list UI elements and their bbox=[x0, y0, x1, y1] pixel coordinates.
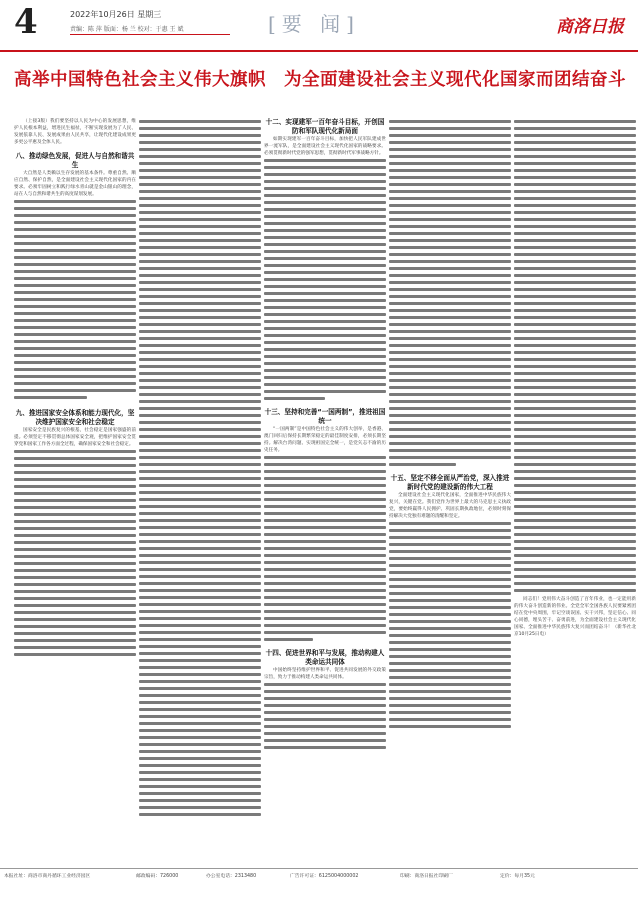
footer-ad-license: 广告许可证：6125004000002 bbox=[290, 874, 359, 879]
subhead-13: 十三、坚持和完善“一国两制”，推进祖国统一 bbox=[264, 408, 386, 425]
column-3 bbox=[264, 118, 386, 856]
footer-office-phone: 办公室电话：2313480 bbox=[206, 874, 257, 879]
text-block bbox=[139, 120, 261, 816]
text-block bbox=[14, 450, 136, 656]
footer-postcode: 邮政编码：726000 bbox=[136, 874, 179, 879]
issue-date: 2022年10月26日 星期三 bbox=[70, 10, 162, 19]
article-lead: （上接3版）我们要坚持以人民为中心的发展思想，维护人民根本利益，增进民生福祉，不断实现发展为了人民、发展依靠人民、发展成果由人民共享，让现代化建设成果更多更公平惠及全体人民。 bbox=[14, 119, 136, 145]
article-para: 全面建设社会主义现代化国家，全面推进中华民族伟大复兴，关键在党。我们党作为世界上最大的马克思主义执政党，要始终赢得人民拥护、巩固长期执政地位，必须时刻保持解决大党独有难题的清醒和坚定。 bbox=[389, 493, 511, 519]
subhead-8: 八、推动绿色发展，促进人与自然和谐共生 bbox=[15, 152, 135, 169]
text-block bbox=[264, 159, 386, 400]
page-number: 4 bbox=[14, 2, 38, 42]
paper-logo: 商洛日报 bbox=[556, 17, 624, 37]
text-block bbox=[389, 120, 511, 466]
text-block bbox=[514, 120, 636, 592]
text-block bbox=[389, 522, 511, 728]
article-para: 中国始终坚持维护世界和平、促进共同发展的外交政策宗旨，致力于推动构建人类命运共同体。 bbox=[264, 668, 386, 680]
article-para: 如期实现建军一百年奋斗目标，加快把人民军队建成世界一流军队，是全面建设社会主义现代化国家的战略要求。必须贯彻新时代党的强军思想，贯彻新时代军事战略方针。 bbox=[264, 137, 386, 156]
subhead-9: 九、推进国家安全体系和能力现代化，坚决维护国家安全和社会稳定 bbox=[15, 409, 135, 426]
section-title: [要 闻] bbox=[268, 12, 360, 36]
column-5 bbox=[514, 118, 636, 856]
masthead bbox=[0, 0, 638, 52]
text-block bbox=[264, 456, 386, 641]
article-closing: 同志们！党用伟大奋斗创造了百年伟业，也一定能用新的伟大奋斗创造新的伟业。全党全军全国各族人民要紧密团结在党中央周围，牢记空谈误国、实干兴邦，坚定信心、同心同德，埋头苦干、奋勇前进，为全面建设社会主义现代化国家、全面推进中华民族伟大复兴而团结奋斗！（新华社北京10月25日电） bbox=[514, 597, 636, 637]
subhead-14: 十四、促进世界和平与发展，推动构建人类命运共同体 bbox=[265, 649, 385, 666]
column-4 bbox=[389, 118, 511, 856]
divider bbox=[70, 34, 230, 35]
text-block bbox=[14, 200, 136, 399]
footer-price: 定价：每月35元 bbox=[500, 874, 535, 879]
column-1 bbox=[14, 118, 136, 856]
article-para: “一国两制”是中国特色社会主义的伟大创举，是香港、澳门回归后保持长期繁荣稳定的最佳制度安排，必须长期坚持。解决台湾问题、实现祖国完全统一，是党矢志不渝的历史任务。 bbox=[264, 427, 386, 453]
footer-address: 本报社址：商洛市商丹循环工业经济园区 bbox=[4, 874, 91, 879]
editor-line: 责编：陈 萍 版面：杨 兰 校对：于惠 王 斌 bbox=[70, 26, 184, 33]
subhead-15: 十五、坚定不移全面从严治党，深入推进新时代党的建设新的伟大工程 bbox=[390, 474, 510, 491]
article-para: 国家安全是民族复兴的根基，社会稳定是国家强盛的前提。必须坚定不移贯彻总体国家安全观，把维护国家安全贯穿党和国家工作各方面全过程，确保国家安全和社会稳定。 bbox=[14, 428, 136, 447]
footer-printer: 印刷：商洛日报社印刷厂 bbox=[400, 874, 453, 879]
text-block bbox=[264, 683, 386, 749]
page-footer bbox=[0, 868, 638, 881]
subhead-12: 十二、实现建军一百年奋斗目标，开创国防和军队现代化新局面 bbox=[265, 118, 385, 135]
article-para: 大自然是人类赖以生存发展的基本条件。尊重自然、顺应自然、保护自然，是全面建设社会主义现代化国家的内在要求。必须牢固树立和践行绿水青山就是金山银山的理念，站在人与自然和谐共生的高度谋划发展。 bbox=[14, 171, 136, 197]
column-2 bbox=[139, 118, 261, 856]
main-headline: 高举中国特色社会主义伟大旗帜 为全面建设社会主义现代化国家而团结奋斗 bbox=[14, 70, 626, 90]
